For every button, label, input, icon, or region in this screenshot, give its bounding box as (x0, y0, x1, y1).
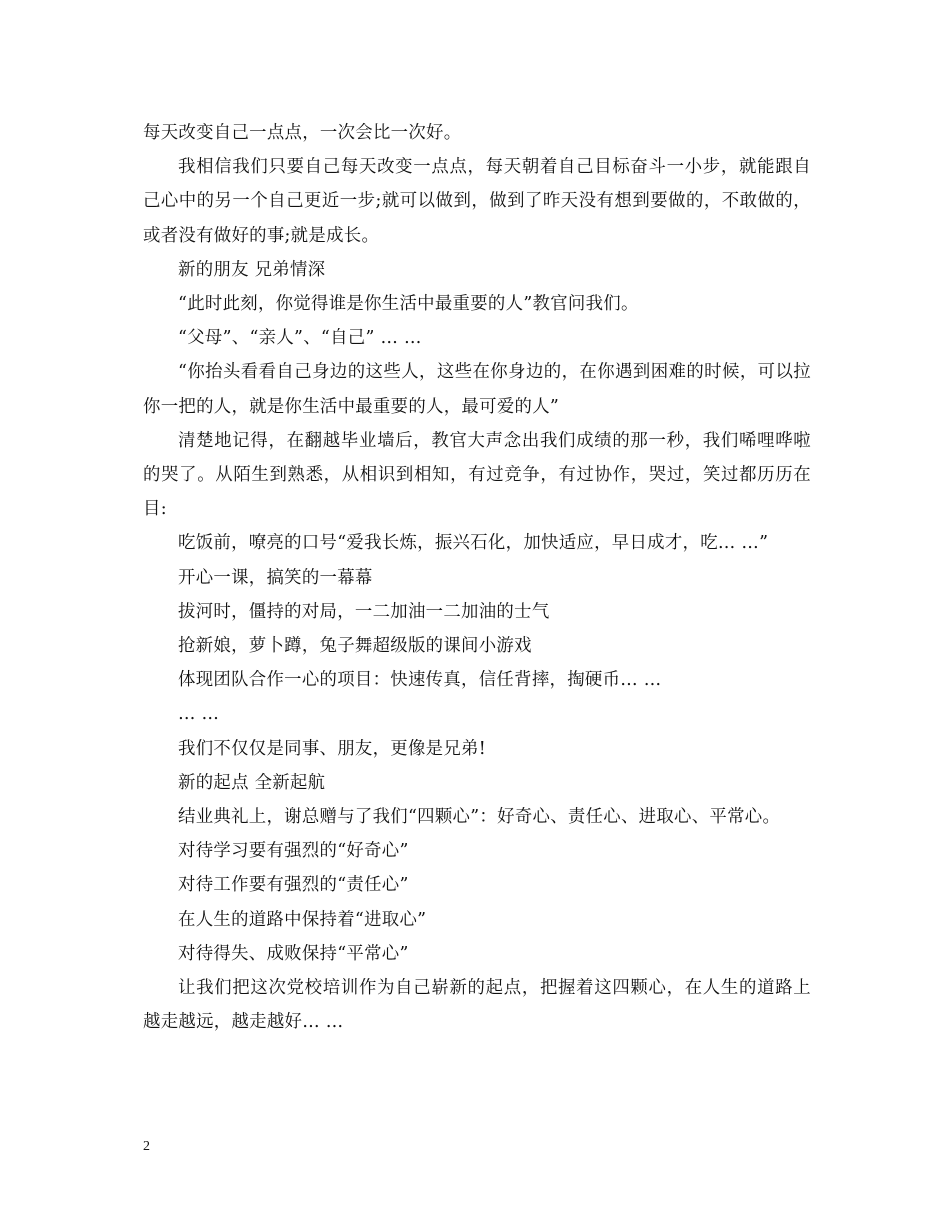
document-body (143, 116, 811, 1039)
section-heading: 新的朋友 兄弟情深 (178, 259, 326, 280)
paragraph: “父母”、“亲人”、“自己” … … (178, 328, 422, 349)
paragraph: 对待得失、成败保持“平常心” (178, 943, 409, 964)
paragraph: 开心一课，搞笑的一幕幕 (178, 567, 373, 588)
paragraph: 在人生的道路中保持着“进取心” (178, 909, 427, 930)
paragraph: 对待工作要有强烈的“责任心” (178, 875, 409, 896)
paragraph: 体现团队合作一心的项目：快速传真，信任背摔，掏硬币… … (178, 670, 662, 691)
paragraph: 对待学习要有强烈的“好奇心” (178, 841, 409, 862)
section-heading: 新的起点 全新起航 (178, 772, 326, 793)
paragraph: 吃饭前，嘹亮的口号“爱我长炼，振兴石化，加快适应，早日成才，吃… …” (178, 533, 769, 554)
paragraph: 抢新娘，萝卜蹲，兔子舞超级版的课间小游戏 (178, 636, 532, 657)
paragraph: 我们不仅仅是同事、朋友，更像是兄弟! (178, 738, 487, 759)
paragraph: 我相信我们只要自己每天改变一点点，每天朝着自己目标奋斗一小步，就能跟自己心中的另一个自己更近一步;就可以做到，做到了昨天没有想到要做的，不敢做的，或者没有做好的事;就是成长。 (143, 157, 811, 246)
paragraph: … … (178, 704, 220, 725)
paragraph: “你抬头看看自己身边的这些人，这些在你身边的，在你遇到困难的时候，可以拉你一把的人，就是你生活中最重要的人，最可爱的人” (143, 362, 811, 417)
paragraph: 每天改变自己一点点，一次会比一次好。 (143, 123, 462, 143)
paragraph: 拔河时，僵持的对局，一二加油一二加油的士气 (178, 601, 550, 622)
paragraph: 让我们把这次党校培训作为自己崭新的起点，把握着这四颗心，在人生的道路上越走越远，越走越好… … (143, 978, 811, 1033)
page-number: 2 (143, 1139, 150, 1154)
paragraph: 结业典礼上，谢总赠与了我们“四颗心”：好奇心、责任心、进取心、平常心。 (178, 807, 781, 828)
paragraph: 清楚地记得，在翻越毕业墙后，教官大声念出我们成绩的那一秒，我们唏哩哗啦的哭了。从陌生到熟悉，从相识到相知，有过竞争，有过协作，哭过，笑过都历历在目: (143, 430, 811, 520)
paragraph: “此时此刻，你觉得谁是你生活中最重要的人”教官问我们。 (178, 294, 639, 315)
